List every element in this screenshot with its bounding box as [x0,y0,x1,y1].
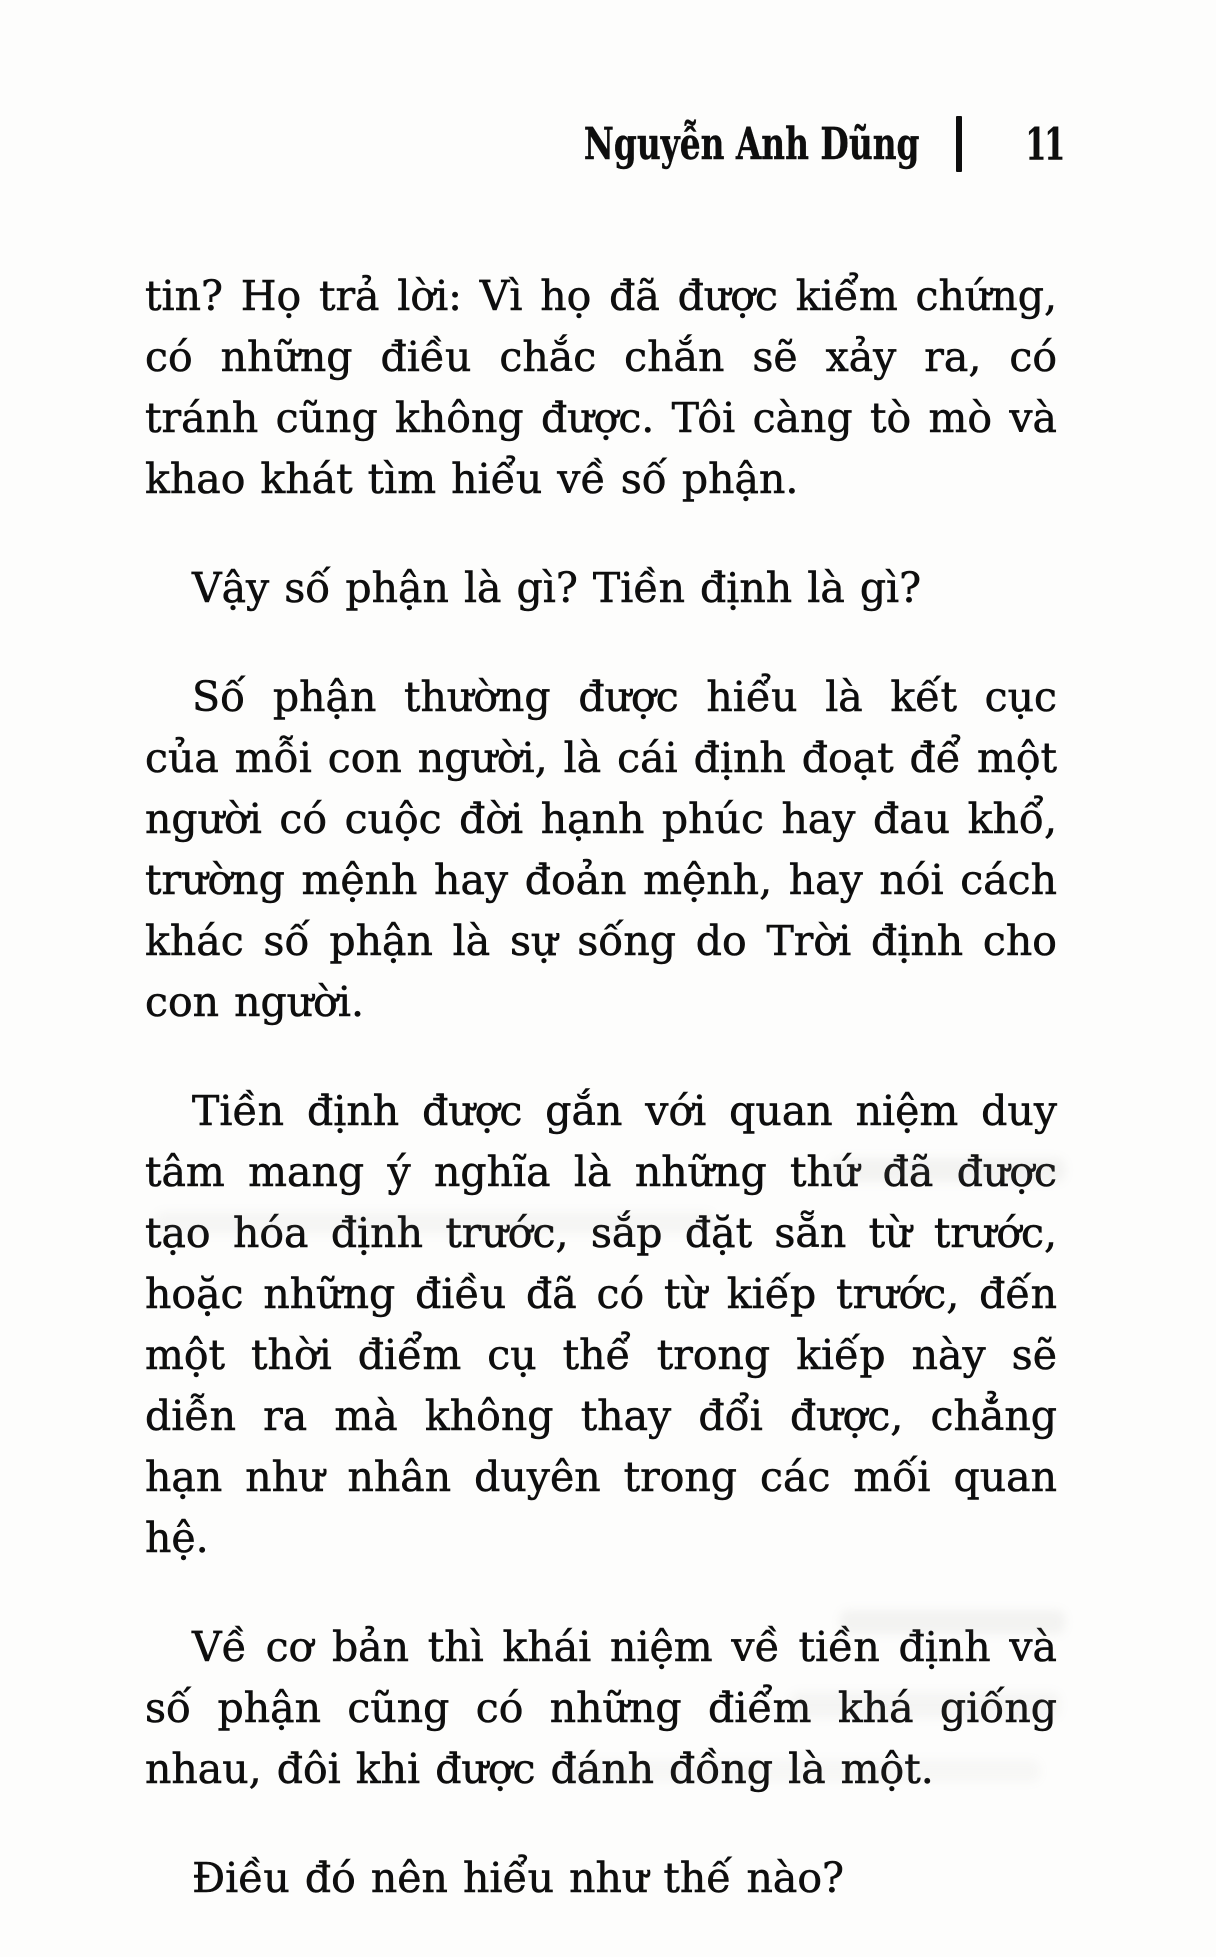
header-divider [956,116,962,172]
page-header [500,116,1070,172]
paragraph-so-phan: Số phận thường được hiểu là kết cục của mỗi con người, là cái định đoạt để một người có cuộc đời hạnh phúc hay đau khổ, trường mệnh hay đoản mệnh, hay nói cách khác số phận là sự sống do Trời định cho con người. [145,673,1057,1026]
paragraph-question-2: Điều đó nên hiểu như thế nào? [192,1854,845,1902]
paragraph-question-1: Vậy số phận là gì? Tiền định là gì? [192,564,922,612]
paragraph-continued: tin? Họ trả lời: Vì họ đã được kiểm chứng, có những điều chắc chắn sẽ xảy ra, có tránh cũng không được. Tôi càng tò mò và khao khát tìm hiểu về số phận. [145,272,1057,503]
paragraph-tien-dinh: Tiền định được gắn với quan niệm duy tâm mang ý nghĩa là những thứ đã được tạo hóa định trước, sắp đặt sẵn từ trước, hoặc những điều đã có từ kiếp trước, đến một thời điểm cụ thể trong kiếp này sẽ diễn ra mà không thay đổi được, chẳng hạn như nhân duyên trong các mối quan hệ. [145,1087,1057,1562]
page-number: 11 [1024,118,1063,170]
paragraph-ve-co-ban: Về cơ bản thì khái niệm về tiền định và số phận cũng có những điểm khá giống nhau, đôi khi được đánh đồng là một. [145,1623,1057,1793]
author-name: Nguyễn Anh Dũng [583,118,920,170]
page-body [145,266,1057,1957]
